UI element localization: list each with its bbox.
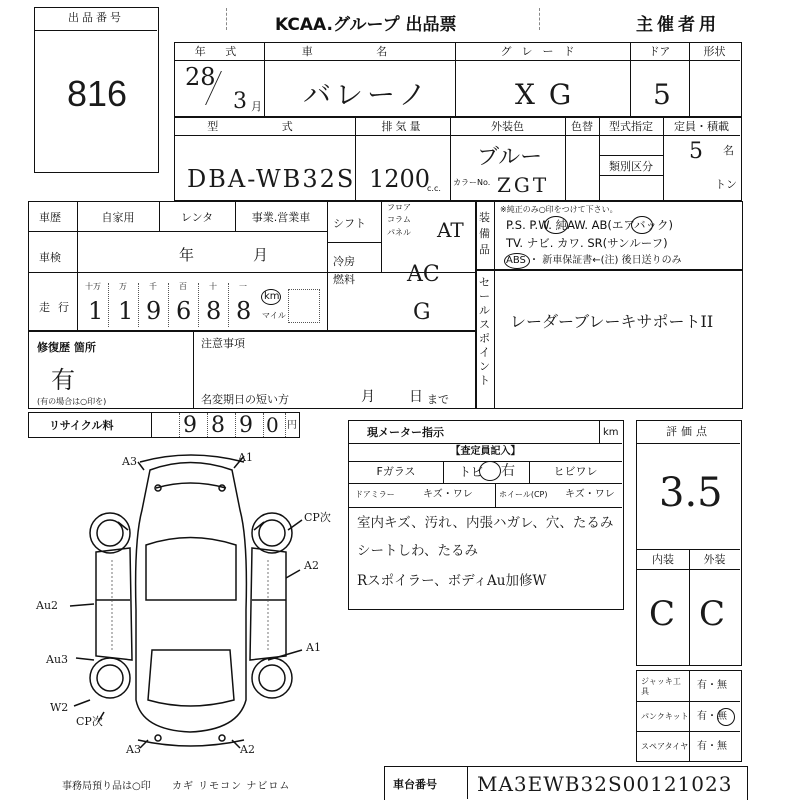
- damage-mark: W2: [50, 701, 69, 714]
- name-change-day: 日: [409, 389, 423, 405]
- doors-value: 5: [653, 78, 671, 111]
- interior-value: C: [649, 594, 676, 634]
- mile-label: マイル: [262, 311, 286, 320]
- inspector-note-2: シートしわ、たるみ: [357, 543, 478, 559]
- glass-option-chip: トビ: [459, 465, 484, 479]
- evaluation-label: 評価点: [666, 425, 711, 438]
- model-label: 型 式: [207, 120, 323, 133]
- jack-label: ジャッキ工具: [641, 677, 681, 696]
- damage-mark: CP次: [76, 715, 103, 728]
- repair-note: (有の場合は○印を): [37, 397, 107, 406]
- recycle-digit: 8: [211, 413, 225, 438]
- exterior-label: 外装: [703, 553, 726, 566]
- color-change-label: 色替: [571, 120, 593, 133]
- color-no-label: カラーNo.: [453, 178, 491, 187]
- damage-mark: A1: [238, 451, 253, 464]
- repair-value: 有: [51, 366, 75, 394]
- shift-value: AT: [437, 218, 464, 242]
- mileage-digit: 8: [206, 297, 222, 325]
- mirror-label: ドアミラー: [355, 490, 395, 499]
- chassis-block: [384, 766, 748, 800]
- car-name-label: 車 名: [301, 45, 418, 58]
- displacement-label: 排気量: [381, 120, 424, 133]
- jack-value: 有・無: [697, 680, 727, 691]
- inspector-header: 【査定員記入】: [450, 446, 521, 457]
- recycle-unit: 円: [287, 420, 297, 431]
- mileage-unit: 万: [119, 282, 127, 291]
- fuel-value: G: [413, 300, 431, 325]
- name-change-until: まで: [427, 393, 449, 406]
- organizer-label: 主催者用: [636, 15, 720, 35]
- interior-label: 内装: [652, 553, 674, 566]
- shift-label: シフト: [333, 217, 366, 230]
- mileage-digit: 1: [118, 297, 134, 325]
- type-designation-label: 型式指定: [609, 120, 653, 133]
- exterior-value: ブルー: [477, 145, 543, 170]
- office-items: カギ リモコン ナビロム: [172, 781, 291, 792]
- equipment-note: ※純正のみ○印をつけて下さい。: [500, 205, 618, 214]
- recycle-digit: 9: [183, 413, 197, 438]
- sales-point-label: セールスポイント: [479, 276, 490, 387]
- wheel-label: ホイール(CP): [499, 490, 548, 499]
- glass-mark: 右: [501, 463, 515, 479]
- ton-unit: トン: [715, 178, 737, 191]
- month-unit: 月: [251, 100, 262, 113]
- damage-mark: A1: [306, 641, 321, 654]
- mirror-value: キズ・ワレ: [423, 489, 473, 500]
- mileage-digit: 6: [176, 297, 192, 325]
- damage-mark: A3: [122, 455, 137, 468]
- glass-option-crack: ヒビワレ: [553, 465, 598, 478]
- inspector-note-1: 室内キズ、汚れ、内張ハガレ、穴、たるみ: [357, 515, 614, 531]
- grade-value: XG: [515, 78, 586, 111]
- evaluation-score: 3.5: [659, 470, 723, 516]
- capacity-value: 5: [689, 139, 703, 164]
- displacement-unit: c.c.: [427, 184, 441, 193]
- lot-number: 816: [67, 73, 128, 114]
- equipment-line1: P.S. P.W. 純AW. AB(エアバック): [506, 218, 673, 232]
- model-value: DBA-WB32S: [187, 165, 356, 193]
- year-label: 年 式: [194, 45, 245, 58]
- lot-label: 出品番号: [68, 11, 124, 24]
- grade-label: グレード: [500, 45, 585, 58]
- equipment-line2: TV. ナビ. カワ. SR(サンルーフ): [506, 236, 668, 250]
- capacity-unit: 名: [723, 144, 734, 157]
- wheel-value: キズ・ワレ: [565, 489, 615, 500]
- doors-label: ドア: [648, 45, 671, 58]
- mileage-unit: 千: [149, 282, 157, 291]
- mileage-label: 走行: [39, 301, 77, 314]
- damage-mark: CP次: [304, 511, 331, 524]
- mileage-unit: 一: [239, 282, 247, 291]
- mileage-unit: 十: [209, 282, 217, 291]
- glass-label: Fガラス: [376, 465, 416, 478]
- meter-unit: km: [603, 427, 619, 438]
- car-name-value: バレーノ: [303, 78, 431, 111]
- chassis-value: MA3EWB32S00121023: [477, 772, 733, 796]
- recycle-digit: 0: [266, 413, 279, 437]
- damage-mark: A2: [304, 559, 319, 572]
- ac-label: 冷房: [333, 255, 355, 268]
- chassis-label: 車台番号: [393, 778, 437, 791]
- exterior-label: 外装色: [491, 120, 524, 133]
- mileage-digit: 1: [88, 297, 104, 325]
- inspection-year: 年: [179, 246, 195, 264]
- equipment-line3: ABS ・ 新車保証書←(注) 後日送りのみ: [506, 255, 682, 266]
- puncture-label: パンクキット: [641, 712, 689, 721]
- recycle-label: リサイクル料: [49, 419, 114, 432]
- damage-mark: A3: [126, 743, 141, 756]
- history-label: 車歴: [39, 211, 61, 224]
- history-option-business: 事業.営業車: [251, 211, 311, 224]
- fuel-label: 燃料: [333, 273, 355, 286]
- shape-label: 形状: [703, 45, 726, 58]
- repair-label: 修復歴 箇所: [37, 341, 96, 354]
- inspector-note-3: Rスポイラー、ボディAu加修W: [357, 573, 547, 589]
- shift-option-panel: パネル: [387, 228, 411, 237]
- mileage-unit: 百: [179, 282, 187, 291]
- class-label: 類別区分: [609, 160, 653, 173]
- damage-mark: Au3: [46, 653, 69, 666]
- mileage-digit: 8: [236, 297, 252, 325]
- recycle-digit: 9: [239, 413, 253, 438]
- color-no-value: ZGT: [497, 173, 550, 197]
- inspection-month: 月: [253, 246, 269, 264]
- exterior-value: C: [699, 594, 726, 634]
- equipment-label: 装備品: [479, 211, 490, 256]
- km-label: km: [264, 291, 280, 302]
- shift-option-floor: フロア: [387, 203, 411, 212]
- history-option-rental: レンタ: [180, 211, 214, 224]
- spare-value: 有・無: [697, 741, 727, 752]
- spare-label: スペアタイヤ: [641, 742, 689, 751]
- capacity-label: 定員・積載: [674, 120, 729, 133]
- sales-point-value: レーダーブレーキサポートII: [510, 312, 714, 331]
- damage-mark: Au2: [36, 599, 59, 612]
- month-value: 3: [233, 89, 247, 114]
- name-change-label: 名変期日の短い方: [201, 393, 289, 406]
- mileage-digit: 9: [146, 297, 162, 325]
- mileage-unit: 十万: [85, 282, 101, 291]
- caution-label: 注意事項: [201, 337, 245, 350]
- year-value: 28: [185, 63, 216, 91]
- ac-value: AC: [407, 262, 440, 287]
- office-note: 事務局預り品は○印: [62, 781, 151, 792]
- shift-option-column: コラム: [387, 215, 411, 224]
- puncture-value: 有・無: [697, 711, 727, 722]
- damage-mark: A2: [240, 743, 255, 756]
- name-change-month: 月: [361, 389, 375, 405]
- meter-label: 現メーター指示: [367, 426, 444, 439]
- history-option-private: 自家用: [101, 211, 135, 224]
- displacement-value: 1200: [369, 165, 431, 193]
- inspection-label: 車検: [39, 251, 61, 264]
- form-title: KCAA.グループ 出品票: [275, 15, 457, 35]
